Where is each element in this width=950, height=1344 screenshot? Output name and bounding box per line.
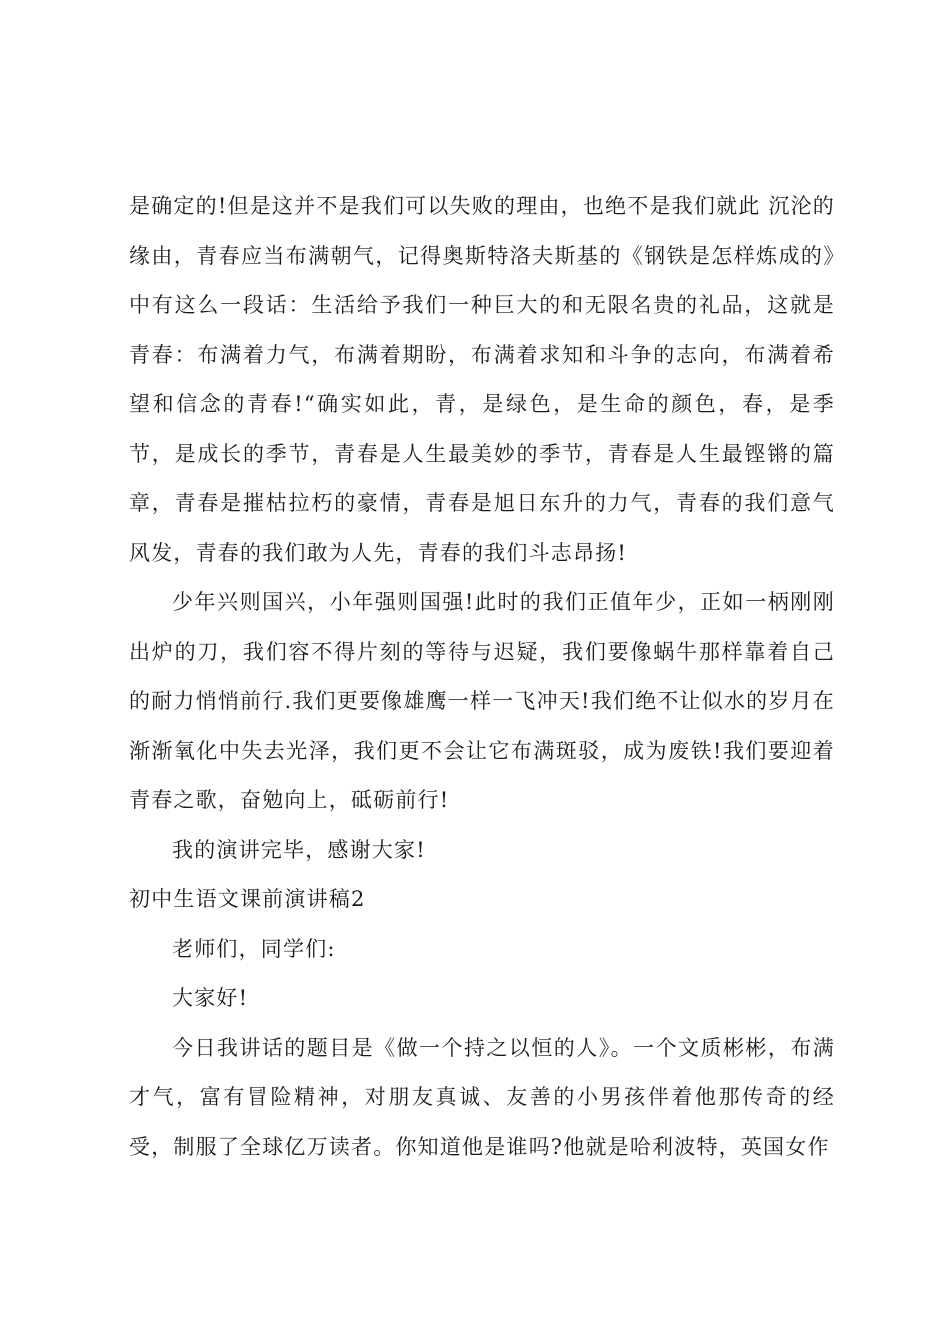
section-heading: 初中生语文课前演讲稿2 [129, 887, 366, 911]
paragraph-young-nation: 少年兴则国兴，小年强则国强!此时的我们正值年少，正如一柄刚刚出炉的刀，我们容不得片刻的等待与迟疑，我们要像蜗牛那样靠着自己的耐力悄悄前行.我们更要像雄鹰一样一飞冲天!我们绝不让似水的岁月在渐渐氧化中失去光泽，我们更不会让它布满斑驳，成为废铁!我们要迎着青春之歌，奋勉向上，砥砺前行! [129, 590, 835, 812]
paragraph-youth-continuation: 是确定的!但是这并不是我们可以失败的理由，也绝不是我们就此 沉沦的缘由，青春应当布满朝气，记得奥斯特洛夫斯基的《钢铁是怎样炼成的》中有这么一段话：生活给予我们一种巨大的和无限名贵的礼品，这就是青春：布满着力气，布满着期盼，布满着求知和斗争的志向，布满着希望和信念的青春!“确实如此，青，是绿色，是生命的颜色，春，是季节，是成长的季节，青春是人生最美妙的季节，青春是人生最铿锵的篇章，青春是摧枯拉朽的豪情，青春是旭日东升的力气，青春的我们意气风发，青春的我们敢为人先，青春的我们斗志昂扬! [129, 194, 835, 565]
paragraph-salutation: 老师们，同学们: [172, 936, 336, 961]
paragraph-closing: 我的演讲完毕，感谢大家! [172, 837, 426, 862]
paragraph-greeting: 大家好! [172, 986, 249, 1010]
document-body [129, 182, 835, 1172]
paragraph-speech-topic: 今日我讲话的题目是《做一个持之以恒的人》。一个文质彬彬，布满才气，富有冒险精神，对朋友真诚、友善的小男孩伴着他那传奇的经受，制服了全球亿万读者。你知道他是谁吗?他就是哈利波特，英国女作 [129, 1035, 835, 1159]
